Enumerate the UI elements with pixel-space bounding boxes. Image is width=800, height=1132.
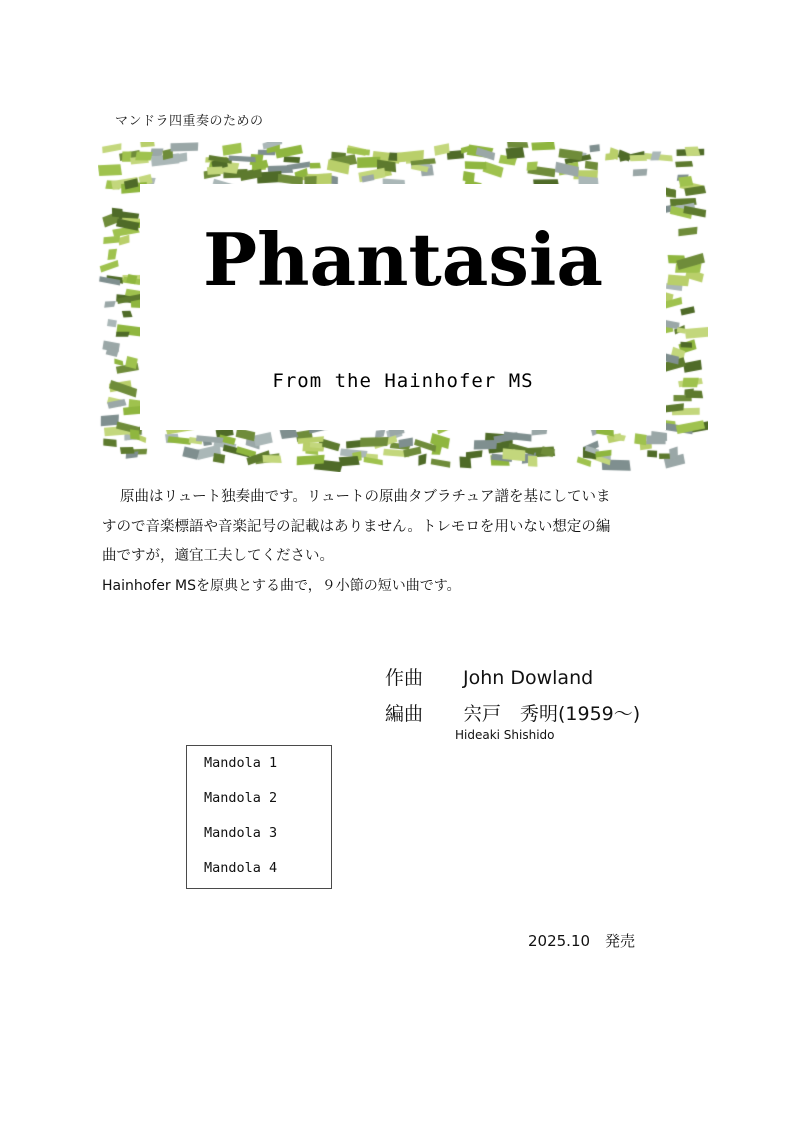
list-item: Mandola 4 [204,860,278,876]
arranger-name: 宍戸 秀明(1959〜) [463,703,641,726]
list-item: Mandola 1 [204,755,278,771]
program-notes-line-4: Hainhofer MSを原典とする曲で，９小節の短い曲です。 [102,578,461,595]
supertitle: マンドラ四重奏のための [115,114,264,129]
composer-row [385,660,640,696]
instrument-list-box [186,745,332,889]
release-date: 2025.10 発売 [528,932,636,950]
program-notes-line-2: すので音楽標語や音楽記号の記載はありません。トレモロを用いない想定の編 [102,518,611,535]
composer-name: John Dowland [463,667,594,689]
composer-label: 作曲 [385,667,424,689]
page-title: Phantasia [203,217,603,302]
program-notes [102,483,702,601]
list-item: Mandola 3 [204,825,278,841]
program-notes-line-3: 曲ですが，適宜工夫してください。 [102,548,334,565]
arranger-label: 編曲 [385,703,424,726]
program-notes-line-1: 原曲はリュート独奏曲です。リュートの原曲タブラチュア譜を基にしていま [120,489,611,505]
page-subtitle: From the Hainhofer MS [272,370,534,392]
list-item: Mandola 2 [204,790,278,806]
decorative-banner [98,142,708,472]
arranger-romaji: Hideaki Shishido [455,728,555,742]
arranger-row [385,696,640,732]
credits-block [385,660,641,742]
